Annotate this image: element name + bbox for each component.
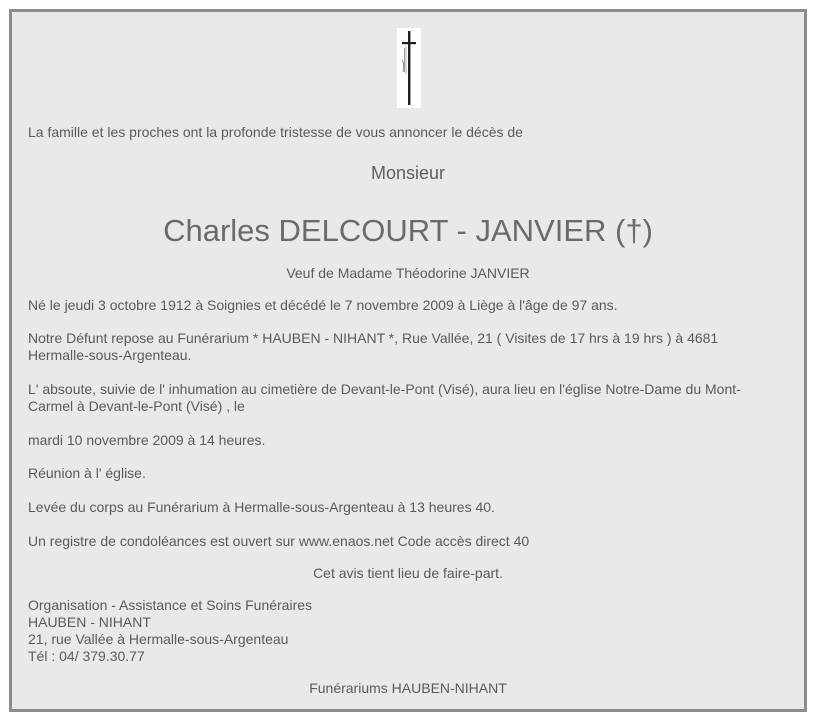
- ceremony-date: mardi 10 novembre 2009 à 14 heures.: [28, 432, 266, 448]
- intro-text: La famille et les proches ont la profonde tristesse de vous annoncer le décès de: [28, 124, 523, 140]
- notice-line: Cet avis tient lieu de faire-part.: [313, 565, 503, 581]
- ceremony-line-2: Carmel à Devant-le-Pont (Visé) , le: [28, 398, 245, 414]
- organisation-line-3: 21, rue Vallée à Hermalle-sous-Argenteau: [28, 631, 289, 647]
- footer-text: Funérariums HAUBEN-NIHANT: [309, 680, 507, 696]
- rest-place-line-2: Hermalle-sous-Argenteau.: [28, 347, 192, 363]
- ceremony-line-1: L' absoute, suivie de l' inhumation au cimetière de Devant-le-Pont (Visé), aura lieu en l'église Notre-Dame du Mont-: [28, 381, 741, 397]
- spouse-text: Veuf de Madame Théodorine JANVIER: [286, 265, 530, 281]
- death-notice-panel: [9, 9, 807, 712]
- organisation-line-2: HAUBEN - NIHANT: [28, 614, 151, 630]
- birth-death-text: Né le jeudi 3 octobre 1912 à Soignies et décédé le 7 novembre 2009 à Liège à l'âge de 97 ans.: [28, 297, 618, 313]
- organisation-line-1: Organisation - Assistance et Soins Funéraires: [28, 597, 313, 613]
- deceased-name: Charles DELCOURT - JANVIER (†): [163, 213, 653, 248]
- cross-icon: [397, 28, 421, 108]
- meeting-text: Réunion à l' église.: [28, 465, 146, 481]
- organisation-line-4: Tél : 04/ 379.30.77: [28, 648, 145, 664]
- register-text: Un registre de condoléances est ouvert sur www.enaos.net Code accès direct 40: [28, 533, 530, 549]
- rest-place-line-1: Notre Défunt repose au Funérarium * HAUBEN - NIHANT *, Rue Vallée, 21 ( Visites de 17 hrs à 19 hrs ) à 4681: [28, 330, 719, 346]
- departure-text: Levée du corps au Funérarium à Hermalle-sous-Argenteau à 13 heures 40.: [28, 499, 495, 515]
- salutation: Monsieur: [370, 163, 446, 183]
